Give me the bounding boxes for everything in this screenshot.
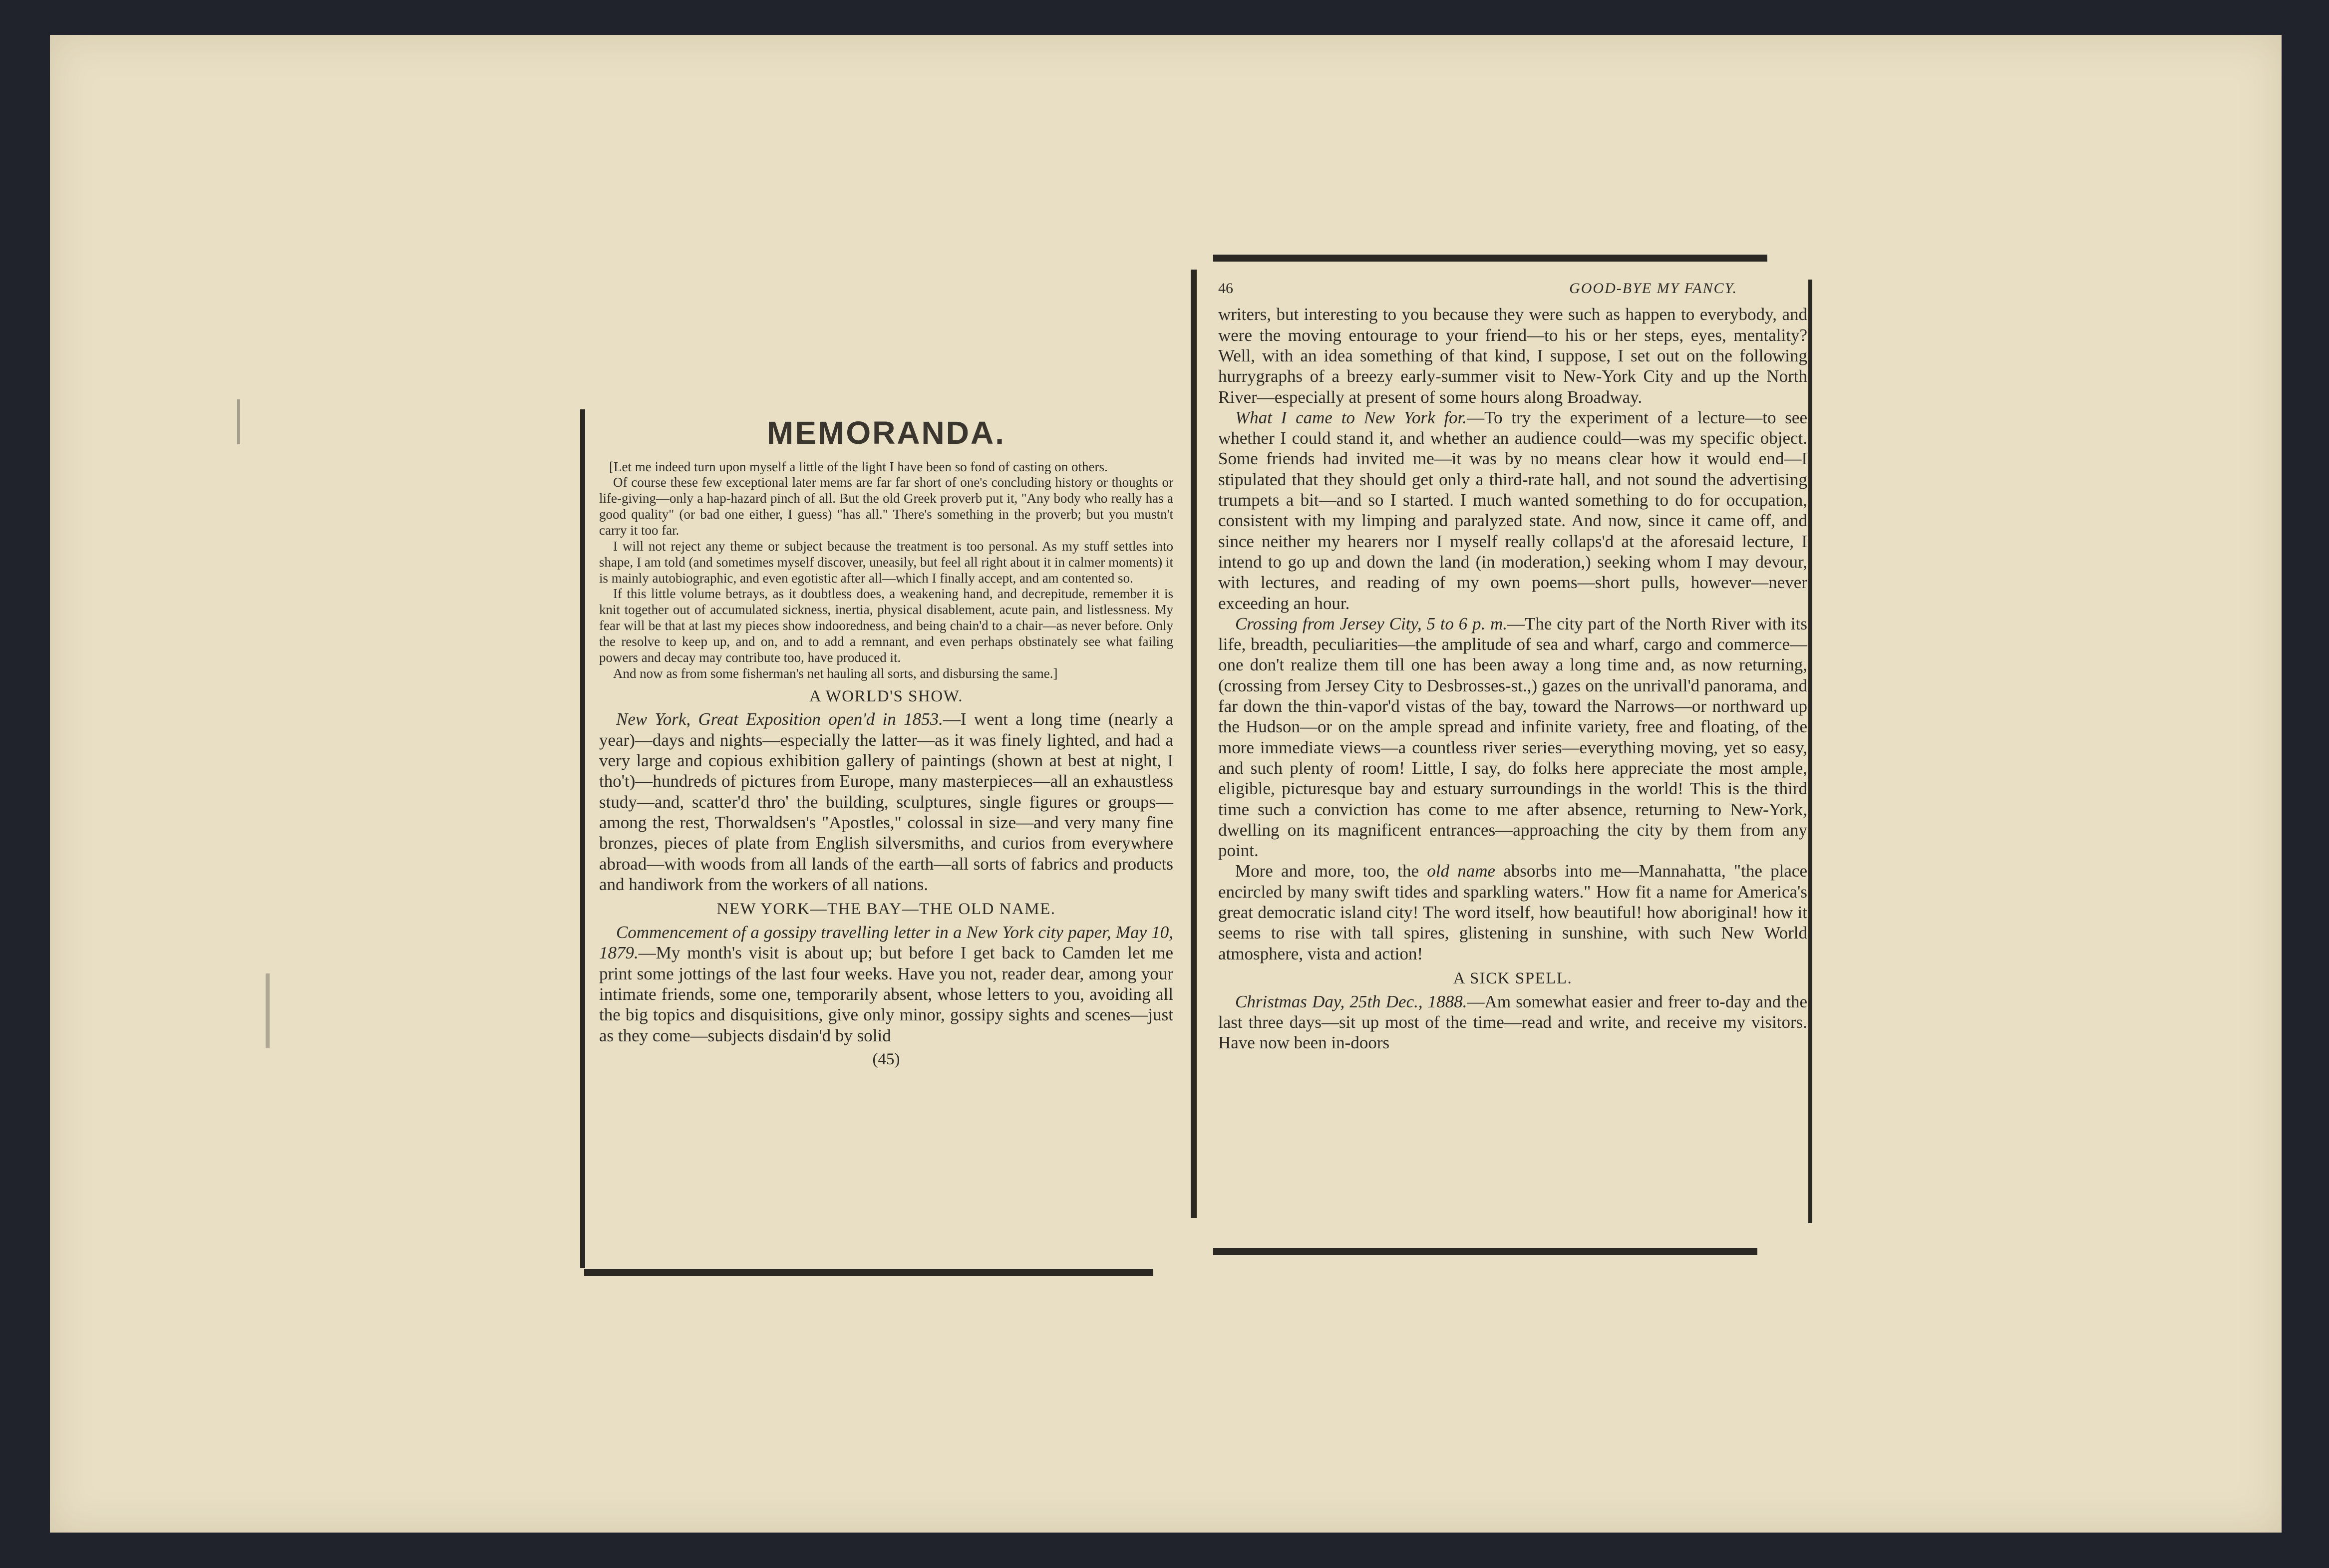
- lead-phrase: New York, Great Exposition open'd in 1853.: [616, 709, 943, 729]
- intro-paragraph: And now as from some fisherman's net hauling all sorts, and disbursing the same.]: [613, 665, 1058, 681]
- body-paragraph: writers, but interesting to you because they were such as happen to everybody, and were the moving entourage to your friend—to his or her steps, eyes, mentality? Well, with an idea something of that kind, I suppose, I set out on the following hurrygraphs of a breezy early-summer visit to New-York City and up the North River—especially at present of some hours along Broadway.: [1218, 305, 1807, 407]
- right-margin-rule: [1808, 280, 1812, 1223]
- pencil-mark: [237, 399, 240, 444]
- lead-phrase: Crossing from Jersey City, 5 to 6 p. m.: [1235, 614, 1508, 633]
- lead-phrase: Commencement of a gossipy travelling letter in a New York city paper, May 10, 1879.: [599, 923, 1173, 963]
- lead-phrase: What I came to New York for.: [1235, 407, 1467, 427]
- left-margin-rule: [1191, 270, 1197, 1218]
- section-heading: NEW YORK—THE BAY—THE OLD NAME.: [716, 900, 1056, 919]
- section-heading: A WORLD'S SHOW.: [809, 687, 964, 705]
- italic-phrase: old name: [1427, 861, 1496, 881]
- section-paragraph: [599, 709, 1173, 895]
- section-heading: A SICK SPELL.: [1453, 969, 1573, 987]
- paragraph-text: —My month's visit is about up; but before I get back to Camden let me print some jottings of the last four weeks. Have you not, reader dear, among your intimate friends, some one, temporarily absent, whose letters to you, avoiding all the big topics and disquisitions, give only minor, gossipy sights and scenes—just as they come—subjects disdain'd by solid: [599, 943, 1173, 1045]
- running-head: GOOD-BYE MY FANCY.: [1569, 280, 1737, 297]
- paragraph-text: —The city part of the North River with its life, breadth, peculiarities—the amplitude of sea and wharf, cargo and commerce—one don't realize them till one has been away a long time and, as now returning, (crossing from Jersey City to Desbrosses-st.,) gazes on the unrivall'd panorama, and far down the thin-vapor'd vistas of the bay, toward the Narrows—or northward up the Hudson—or on the ample spread and infinite variety, free and floating, of the more immediate views—a countless river series—everything moving, yet so easy, and such plenty of room! Little, I say, do folks here appreciate the most ample, eligible, picturesque bay and estuary surroundings in the world! This is the third time such a conviction has come to me after absence, returning to New-York, dwelling on its magnificent entrances—approaching the city by them from any point.: [1218, 614, 1808, 861]
- intro-paragraph: If this little volume betrays, as it doubtless does, a weakening hand, and decrepitude, remember it is knit together out of accumulated sickness, inertia, physical disablement, acute pain, and listlessness. My fear will be that at last my pieces show indooredness, and being chain'd to a chair—as never before. Only the resolve to keep up, and on, and to add a remnant, and even perhaps obstinately see what failing powers and decay may contribute too, have produced it.: [599, 586, 1173, 665]
- page-number: (45): [872, 1050, 900, 1068]
- intro-paragraph: Of course these few exceptional later mems are far far short of one's concluding history or thoughts or life-giving—only a hap-hazard pinch of all. But the old Greek proverb put it, "Any body who really has a good quality" (or bad one either, I guess) "has all." There's something in the proverb; but you mustn't carry it too far.: [599, 475, 1173, 538]
- paragraph-text: —To try the experiment of a lecture—to see whether I could stand it, and whether an audience could—was my specific object. Some friends had invited me—it was by no means clear how it would end—I stipulated that they should get only a third-rate hall, and not sound the advertising trumpets a bit—and so I started. I much wanted something to do for occupation, consistent with my limping and paralyzed state. And now, since it came off, and since neither my hearers nor I myself really collaps'd at the aforesaid lecture, I intend to go up and down the land (in moderation,) seeking whom I may devour, with lectures, and reading of my own poems—short pulls, however—never exceeding an hour.: [1218, 407, 1807, 613]
- lead-phrase: Christmas Day, 25th Dec., 1888.: [1235, 991, 1467, 1011]
- paragraph-text: More and more, too, the: [1235, 861, 1427, 881]
- body-paragraph: [1218, 991, 1807, 1053]
- paragraph-text: absorbs into me—Mannahatta, "the place encircled by many swift tides and sparkling waters." How fit a name for America's great democratic island city! The word itself, how beautiful! how aboriginal! how it seems to rise with tall spires, glistening in sunshine, with such New World atmosphere, vista and action!: [1218, 861, 1807, 963]
- paragraph-text: —Am somewhat easier and freer to-day and the last three days—sit up most of the time—read and write, and receive my visitors. Have now been in-doors: [1218, 991, 1807, 1053]
- section-paragraph: [599, 922, 1173, 1046]
- bottom-rule: [584, 1269, 1153, 1276]
- page-number: 46: [1218, 280, 1233, 297]
- right-page: [1218, 280, 1807, 1238]
- top-rule: [1213, 255, 1767, 262]
- bottom-rule: [1213, 1248, 1757, 1255]
- mounting-card: [50, 35, 2282, 1533]
- body-paragraph: [1218, 614, 1807, 861]
- body-paragraph: [1218, 407, 1807, 614]
- paragraph-text: —I went a long time (nearly a year)—days and nights—especially the latter—as it was finely lighted, and had a very large and copious exhibition gallery of paintings (shown at best at night, I tho't)—hundreds of pictures from Europe, many masterpieces—all an exhaustless study—and, scatter'd thro' the building, sculptures, single figures or groups—among the rest, Thorwaldsen's "Apostles," colossal in size—and very many fine bronzes, pieces of plate from English silversmiths, and curios from everywhere abroad—with woods from all lands of the earth—all sorts of fabrics and products and handiwork from the workers of all nations.: [599, 709, 1173, 894]
- left-page: [599, 414, 1173, 1278]
- pencil-mark: [266, 973, 270, 1048]
- intro-paragraph: I will not reject any theme or subject because the treatment is too personal. As my stuff settles into shape, I am told (and sometimes myself discover, uneasily, but feel all right about it in calmer moments) it is mainly autobiographic, and even egotistic after all—which I finally accept, and am contented so.: [599, 538, 1173, 586]
- page-title: MEMORANDA.: [767, 415, 1005, 451]
- left-margin-rule: [580, 409, 585, 1268]
- body-paragraph: [1218, 861, 1807, 963]
- intro-paragraph: [Let me indeed turn upon myself a little of the light I have been so fond of casting on others.: [609, 459, 1108, 474]
- running-header: [1218, 280, 1807, 297]
